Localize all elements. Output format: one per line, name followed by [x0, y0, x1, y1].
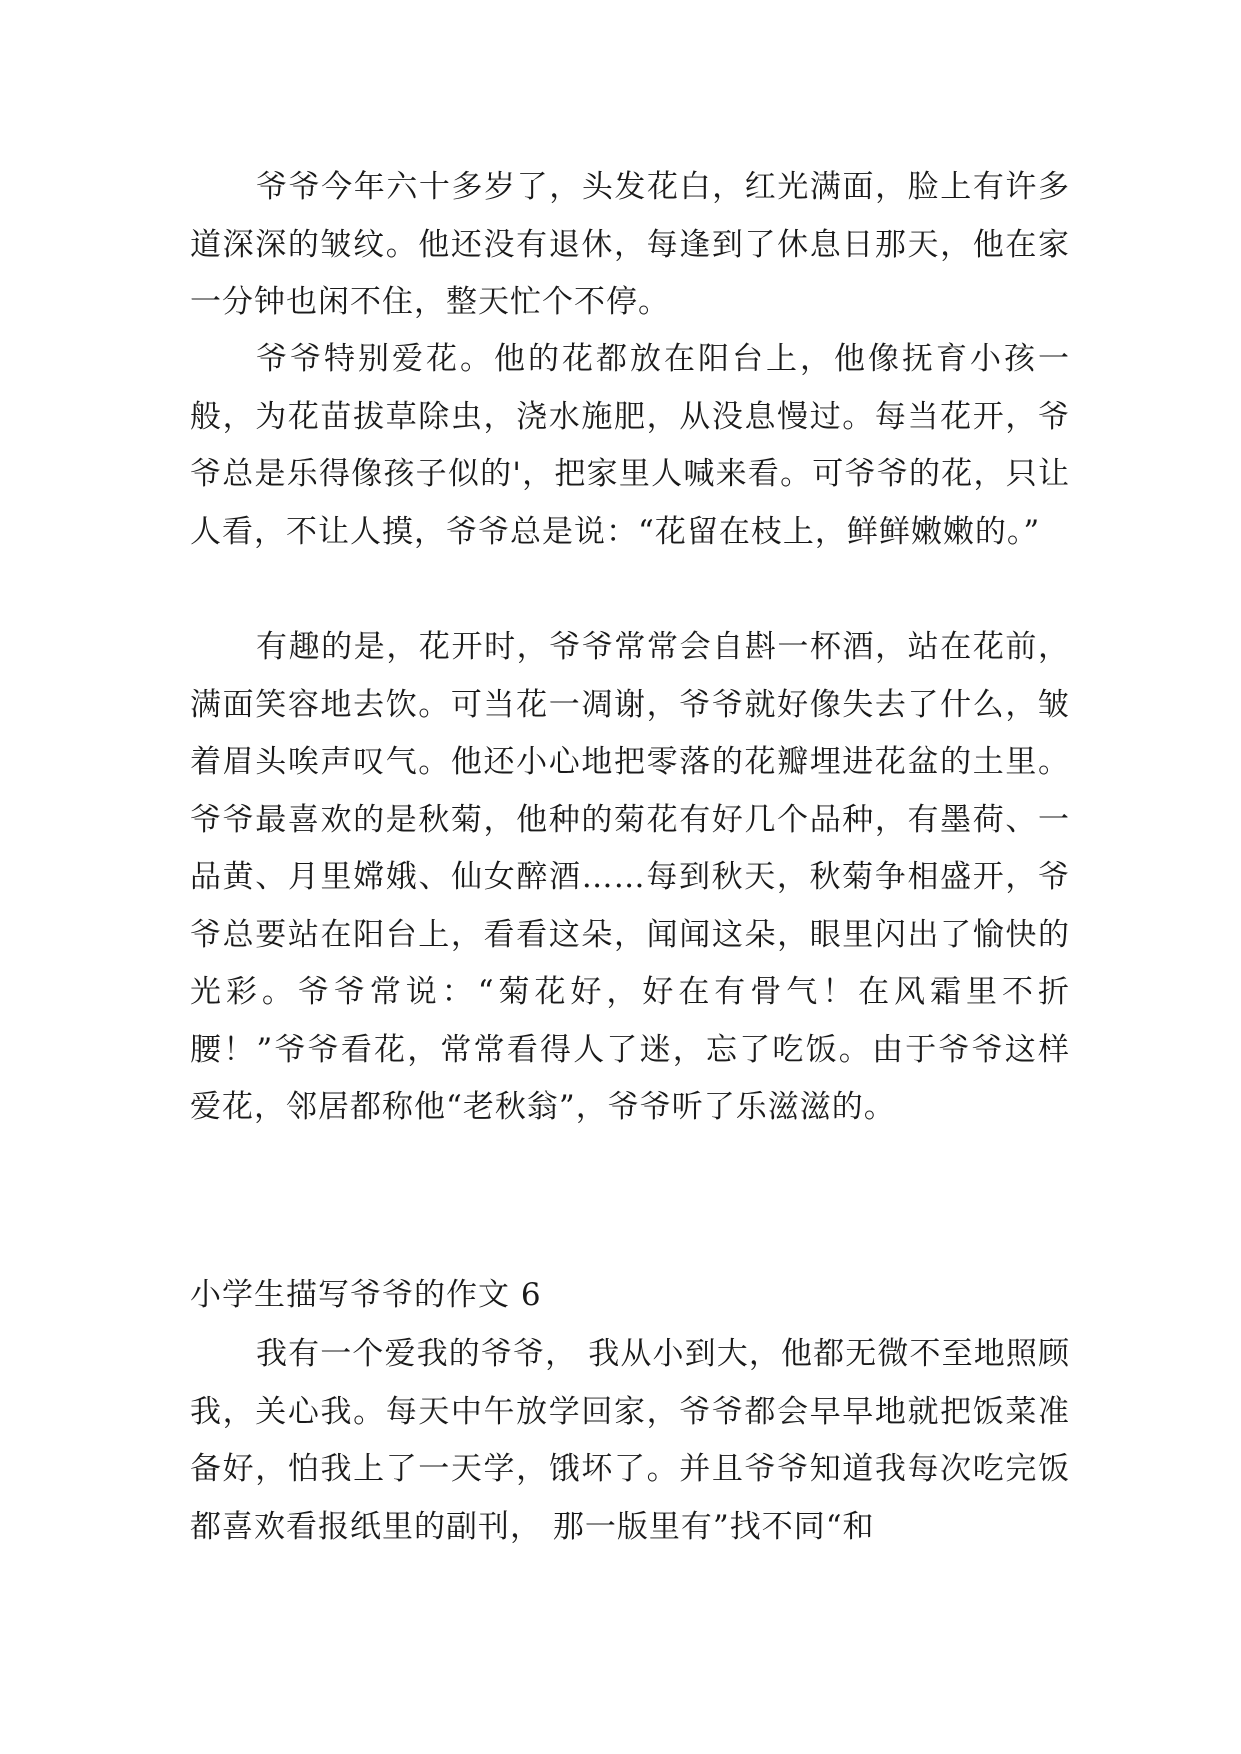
body-paragraph-block — [190, 1326, 1070, 1556]
paragraph: 我有一个爱我的爷爷， 我从小到大，他都无微不至地照顾我，关心我。每天中午放学回家，爷爷都会早早地就把饭菜准备好，怕我上了一天学，饿坏了。并且爷爷知道我每次吃完饭都喜欢看报纸里的副刊， 那一版里有”找不同“和 — [190, 1336, 1070, 1545]
body-paragraph-block — [190, 159, 1070, 332]
section-heading: 小学生描写爷爷的作文 6 — [190, 1277, 542, 1313]
body-paragraph-block — [190, 331, 1070, 561]
paragraph: 爷爷今年六十多岁了，头发花白，红光满面，脸上有许多道深深的皱纹。他还没有退休，每逢到了休息日那天，他在家一分钟也闲不住，整天忙个不停。 — [190, 169, 1070, 320]
paragraph: 有趣的是，花开时，爷爷常常会自斟一杯酒，站在花前，满面笑容地去饮。可当花一凋谢，爷爷就好像失去了什么，皱着眉头唉声叹气。他还小心地把零落的花瓣埋进花盆的土里。爷爷最喜欢的是秋菊，他种的菊花有好几个品种，有墨荷、一品黄、月里嫦娥、仙女醉酒……每到秋天，秋菊争相盛开，爷爷总要站在阳台上，看看这朵，闻闻这朵，眼里闪出了愉快的光彩。爷爷常说：“菊花好，好在有骨气！在风霜里不折腰！”爷爷看花，常常看得人了迷，忘了吃饭。由于爷爷这样爱花，邻居都称他“老秋翁”，爷爷听了乐滋滋的。 — [190, 629, 1070, 1125]
body-paragraph-block — [190, 619, 1070, 1137]
paragraph: 爷爷特别爱花。他的花都放在阳台上，他像抚育小孩一般，为花苗拔草除虫，浇水施肥，从没息慢过。每当花开，爷爷总是乐得像孩子似的'，把家里人喊来看。可爷爷的花，只让人看，不让人摸，爷爷总是说：“花留在枝上，鲜鲜嫩嫩的。” — [190, 341, 1070, 550]
